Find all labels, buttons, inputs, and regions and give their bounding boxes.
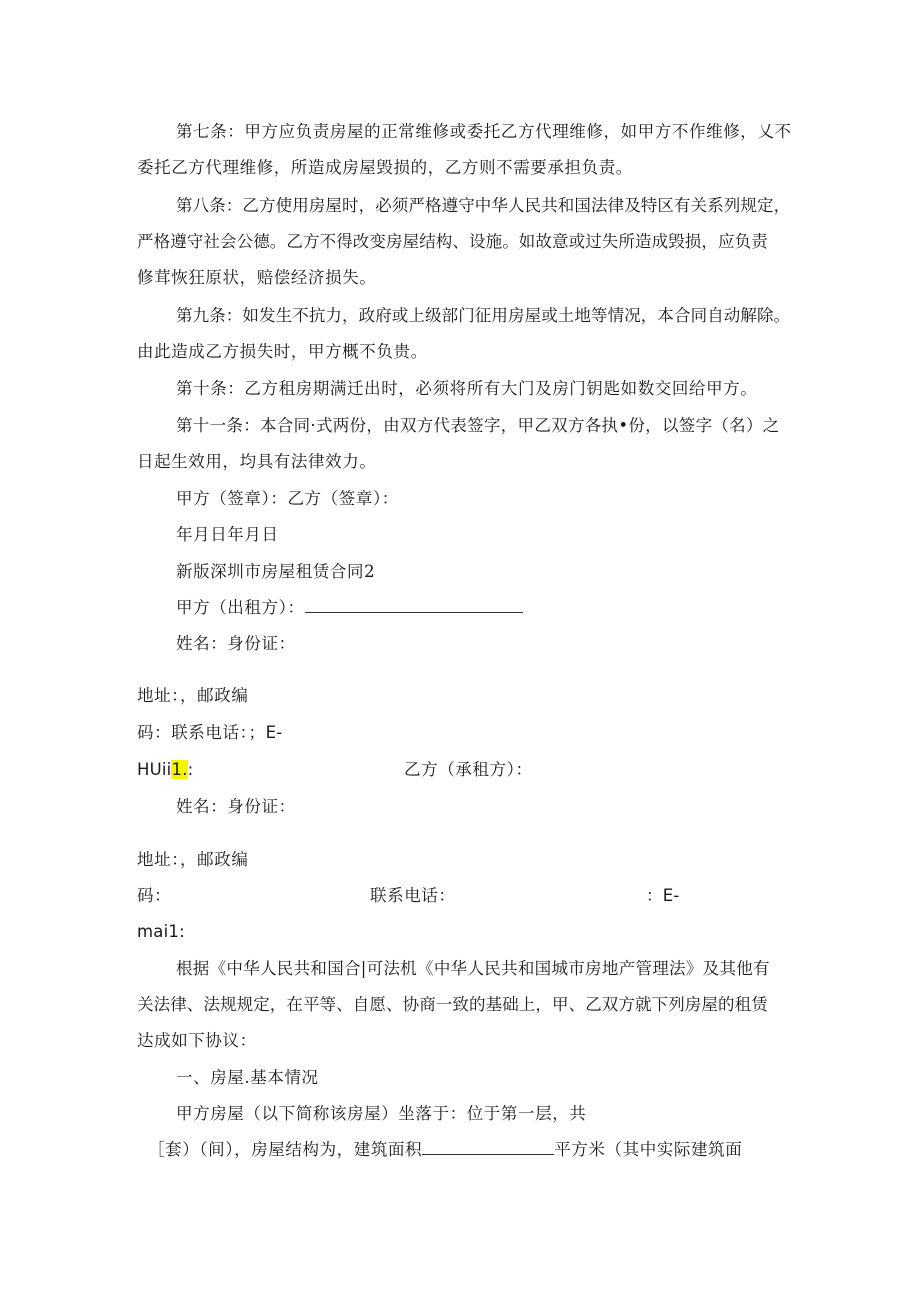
clause11-line1: 第十一条：本合同·式两份，由双方代表签字，甲乙双方各执•份，以签字（名）之 [176,416,780,435]
clause9-line1: 第九条：如发生不抗力，政府或上级部门征用房屋或土地等情况，本合同自动解除。 [176,306,791,325]
party-b-name-id: 姓名：身份证： [176,797,296,816]
party-a-name-id: 姓名：身份证： [176,634,296,653]
party-a-row [176,598,523,618]
clause10-line1: 第十条：乙方租房期满迁出时，必须将所有大门及房门钥匙如数交回给甲方。 [176,379,758,398]
clause7-line1: 第七条：甲方应负责房屋的正常维修或委托乙方代理维修，如甲方不作维修，乂不 [176,122,792,141]
clause11-line2: 日起生效用，均具有法律效力。 [137,452,377,471]
party-b-label: 乙方（承租方）： [404,760,533,779]
area-blank [422,1140,554,1155]
highlighted-text: 1. [171,760,188,779]
section1-line2 [148,1140,742,1160]
contract-title: 新版深圳市房屋租赁合同2 [176,562,376,581]
party-b-address: 地址：，邮政编 [137,850,249,869]
section1-heading: 一、房屋.基本情况 [176,1068,319,1087]
party-b-email-label: mai1: [137,922,185,941]
clause7-line2: 委托乙方代理维修，所造成房屋毁损的，乙方则不需要承担负责。 [137,158,633,177]
party-a-code-phone-label: 码：联系电话：； [137,723,266,742]
section1-line1: 甲方房屋（以下简称该房屋）坐落于：位于第一层，共 [176,1104,587,1123]
party-a-label: 甲方（出租方）： [176,598,305,617]
clause8-line2: 严格遵守社会公德。乙方不得改变房屋结构、设施。如故意或过失所造成毁损，应负责 [137,232,768,251]
basis-line1: 根据《中华人民共和国合|可法机《中华人民共和国城市房地产管理法》及其他有 [176,959,770,978]
section1-line2-b: 平方米（其中实际建筑面 [554,1140,743,1159]
basis-line2: 关法律、法规规定，在平等、自愿、协商一致的基础上，甲、乙双方就下列房屋的租赁 [137,995,768,1014]
party-a-address: 地址：，邮政编 [137,686,249,705]
clause9-line2: 由此造成乙方损失时，甲方概不负贵。 [137,342,428,361]
party-a-email-e: E- [265,723,283,742]
party-b-phone: 联系电话： [370,886,456,905]
clause8-line1: 第八条：乙方使用房屋时，必须严格遵守中华人民共和国法律及特区有关系列规定， [176,196,791,215]
party-b-code: 码： [137,886,172,905]
clause8-line3: 修茸恢狂原状，赔偿经济损失。 [137,268,377,287]
party-a-email-text: HUii [137,760,172,779]
basis-line3: 达成如下协议： [137,1031,257,1050]
signature-line: 甲方（签章）：乙方（签章）： [176,489,399,508]
section1-line2-a: ［套）（间），房屋结构为，建筑面积 [148,1140,423,1159]
party-a-email-colon: : [187,760,194,779]
party-a-email-label [137,760,193,780]
date-line: 年月日年月日 [176,525,279,544]
party-b-email-e: ：E- [646,886,680,905]
party-a-code-phone [137,723,282,743]
party-a-blank [305,598,523,613]
